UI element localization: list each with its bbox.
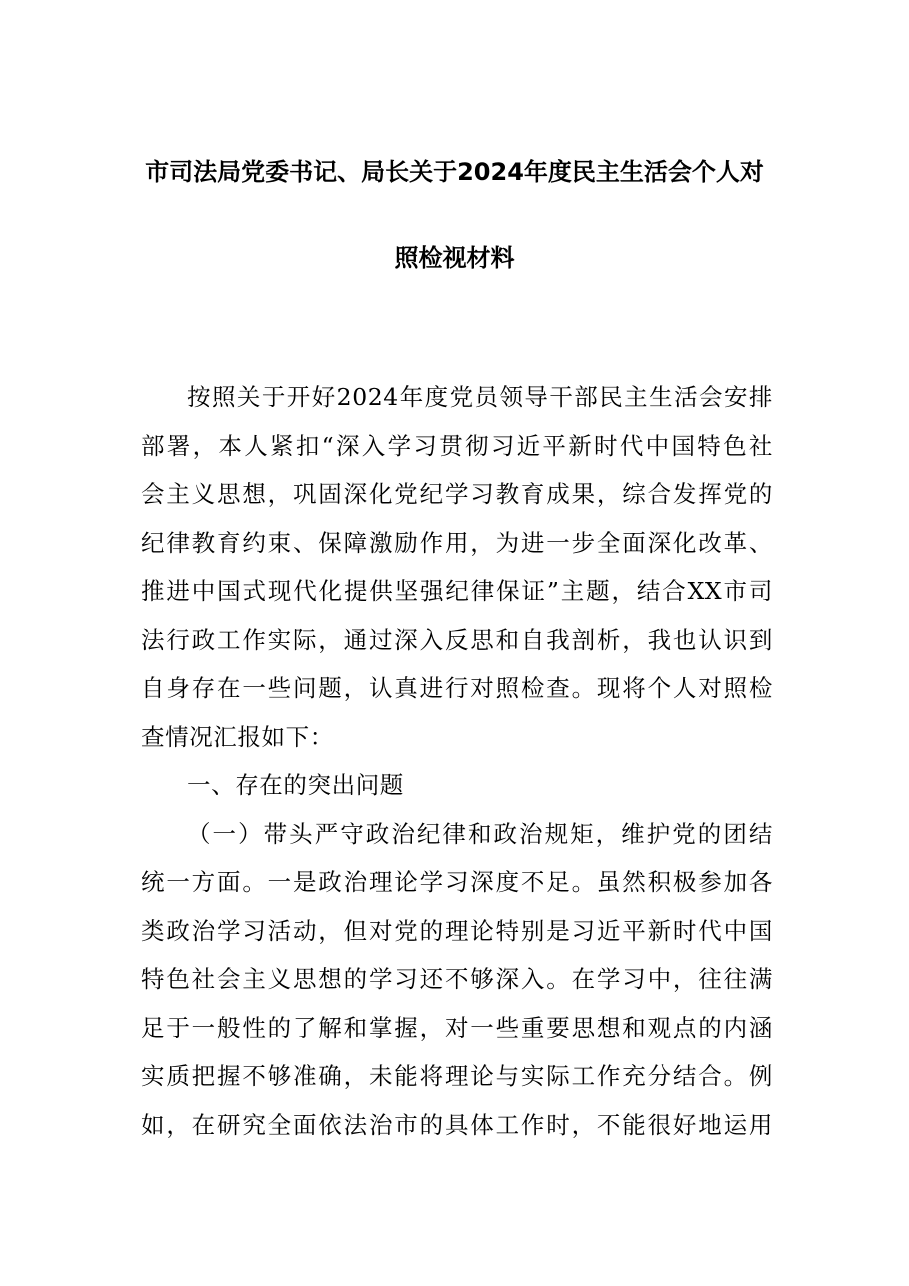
body-line: 统一方面。一是政治理论学习深度不足。虽然积极参加各 — [141, 868, 773, 896]
body-line: 按照关于开好2024年度党员领导干部民主生活会安排 — [187, 383, 773, 411]
section-heading: 一、存在的突出问题 — [187, 771, 404, 799]
document-body — [141, 373, 773, 1149]
body-line: 推进中国式现代化提供坚强纪律保证”主题，结合XX市司 — [141, 577, 773, 605]
body-line: 类政治学习活动，但对党的理论特别是习近平新时代中国 — [141, 916, 773, 945]
body-line: （一）带头严守政治纪律和政治规矩，维护党的团结 — [187, 819, 773, 848]
body-line: 部署，本人紧扣“深入学习贯彻习近平新时代中国特色社 — [141, 431, 773, 460]
body-line: 如，在研究全面依法治市的具体工作时，不能很好地运用 — [141, 1110, 773, 1139]
body-line: 查情况汇报如下： — [141, 722, 334, 751]
body-line: 纪律教育约束、保障激励作用，为进一步全面深化改革、 — [141, 528, 773, 557]
document-title-line-2: 照检视材料 — [394, 244, 515, 272]
body-line: 实质把握不够准确，未能将理论与实际工作充分结合。例 — [141, 1062, 773, 1090]
body-line: 会主义思想，巩固深化党纪学习教育成果，综合发挥党的 — [141, 480, 773, 508]
document-title-line-1: 市司法局党委书记、局长关于2024年度民主生活会个人对 — [145, 158, 764, 186]
body-line: 足于一般性的了解和掌握，对一些重要思想和观点的内涵 — [141, 1013, 773, 1042]
body-line: 法行政工作实际，通过深入反思和自我剖析，我也认识到 — [141, 625, 773, 654]
body-line: 自身存在一些问题，认真进行对照检查。现将个人对照检 — [141, 674, 773, 702]
body-line: 特色社会主义思想的学习还不够深入。在学习中，往往满 — [141, 965, 773, 993]
